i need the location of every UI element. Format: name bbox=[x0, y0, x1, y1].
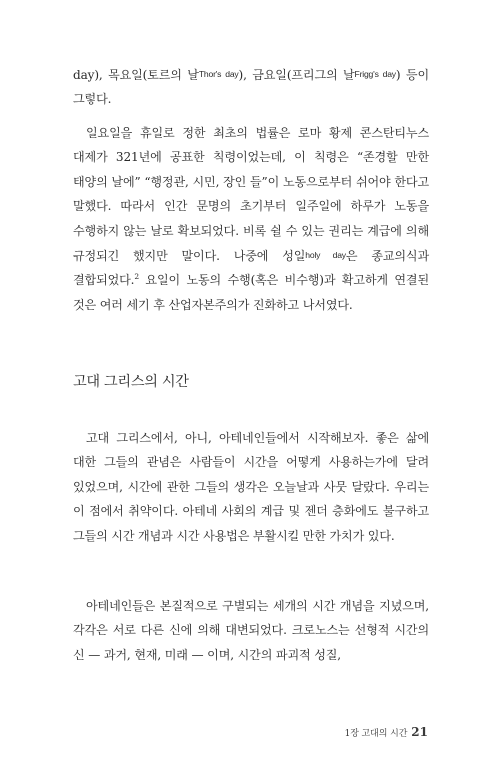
page-number: 21 bbox=[411, 725, 428, 739]
section-heading: 고대 그리스의 시간 bbox=[73, 374, 189, 390]
paragraph bbox=[73, 594, 429, 667]
text-run: ) 등이 그렇다. bbox=[73, 68, 429, 107]
page-footer bbox=[345, 721, 428, 740]
running-footer-chapter: 1장 고대의 시간 bbox=[344, 729, 408, 739]
text-run: 일요일을 휴일로 정한 최초의 법률은 로마 황제 콘스탄티누스 대제가 321년에 공표한 칙령이었는데, 이 칙령은 “존경할 만한 태양의 날에” “행정관, 시민, 장인 들”이 노동으로부터 쉬어야 한다고 말했다. 따라서 인간 문명의 초기부터 일주일에 하루가 노동을 수행하지 않는 날로 확보되었다. 비록 쉴 수 있는 권리는 계급에 의해 규정되긴 했지만 말이다. 나중에 성일 bbox=[73, 126, 429, 264]
footnote-marker: 2 bbox=[134, 272, 139, 282]
text-run: day), 목요일(토르의 날 bbox=[73, 68, 199, 82]
text-run: 요일이 노동의 수행(혹은 비수행)과 확고하게 연결된 것은 여러 세기 후 산업자본주의가 진화하고 나서였다. bbox=[73, 273, 429, 312]
text-run: 은 종교의식과 결합되었다. bbox=[73, 249, 429, 288]
text-run: 고대 그리스에서, 아니, 아테네인들에서 시작해보자. 좋은 삶에 대한 그들의 관념은 사람들이 시간을 어떻게 사용하는가에 달려 있었으며, 시간에 관한 그들의 생각은 오늘날과 사뭇 달랐다. 우리는 이 점에서 취약이다. 아테네 사회의 계급 및 젠더 층화에도 불구하고 그들의 시간 개념과 시간 사용법은 부활시킬 만한 가치가 있다. bbox=[73, 431, 429, 543]
text-run: ), 금요일(프리그의 날 bbox=[238, 68, 355, 82]
paragraph-continued bbox=[73, 62, 429, 112]
english-gloss: holy day bbox=[305, 250, 346, 261]
paragraph bbox=[73, 121, 429, 317]
paragraph bbox=[73, 426, 429, 548]
english-gloss: Thor's day bbox=[198, 69, 239, 79]
english-gloss: Frigg's day bbox=[354, 69, 396, 79]
text-run: 아테네인들은 본질적으로 구별되는 세개의 시간 개념을 지녔으며, 각각은 서로 다른 신에 의해 대변되었다. 크로노스는 선형적 시간의 신 — 과거, 현재, 미래 — 이며, 시간의 파괴적 성질, bbox=[73, 599, 429, 662]
